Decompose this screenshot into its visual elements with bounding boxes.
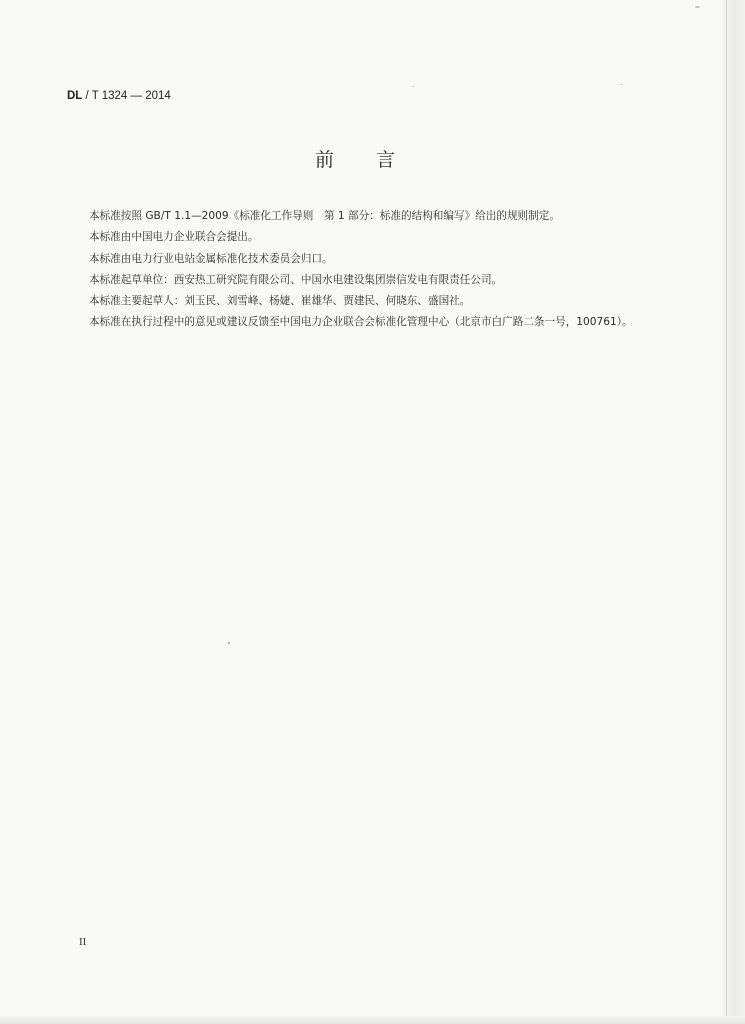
paragraph-proposer: 本标准由中国电力企业联合会提出。 — [89, 231, 259, 244]
paragraph-committee: 本标准由电力行业电站金属标准化技术委员会归口。 — [89, 252, 333, 265]
page-number: II — [79, 936, 87, 948]
document-code-prefix: DL — [67, 90, 83, 102]
scan-speck — [620, 84, 623, 85]
paragraph-drafters: 本标准主要起草人：刘玉民、刘雪峰、杨婕、崔雄华、贾建民、何晓东、盛国社。 — [89, 295, 471, 308]
scan-speck — [228, 642, 230, 644]
foreword-body — [68, 206, 642, 334]
document-code-number: / T 1324 — 2014 — [82, 90, 171, 102]
paragraph-feedback: 本标准在执行过程中的意见或建议反馈至中国电力企业联合会标准化管理中心（北京市白广路二条一号，100761）。 — [89, 316, 633, 329]
paragraph-drafting-rules: 本标准按照 GB/T 1.1—2009《标准化工作导则 第 1 部分：标准的结构和编写》给出的规则制定。 — [89, 210, 560, 222]
section-heading: 前言 — [314, 149, 437, 171]
scan-speck — [412, 86, 415, 87]
paragraph-drafting-units: 本标准起草单位：西安热工研究院有限公司、中国水电建设集团崇信发电有限责任公司。 — [89, 273, 503, 286]
scan-edge-bottom — [0, 1016, 745, 1024]
scan-edge-line — [726, 0, 727, 1024]
scan-speck — [695, 6, 700, 8]
document-code — [67, 90, 171, 102]
